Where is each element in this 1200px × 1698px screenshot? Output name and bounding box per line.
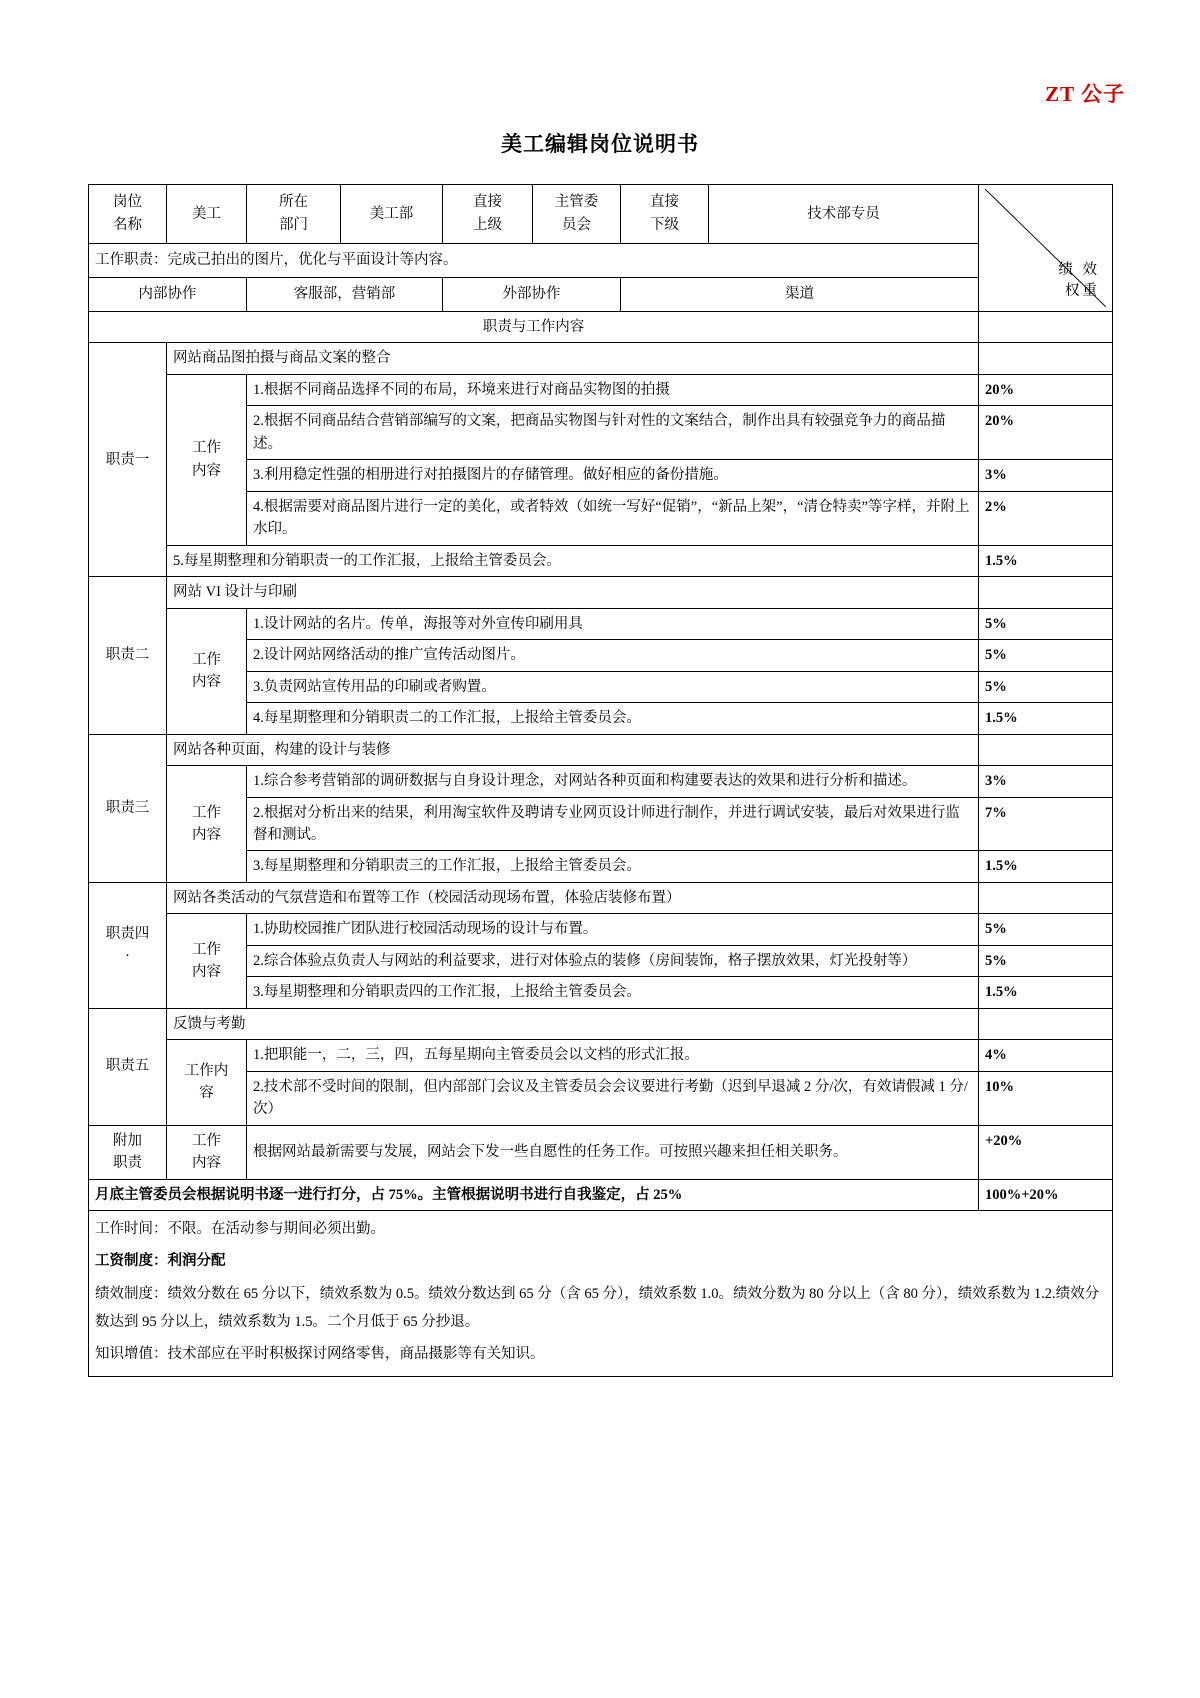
table-row-notes: [89, 1211, 1113, 1377]
job-description-table: [88, 184, 1113, 1377]
duty-heading-3: 网站各种页面，构建的设计与装修: [167, 734, 979, 765]
duty-heading-2-weight: [979, 577, 1113, 608]
duty-item-weight: 20%: [979, 406, 1113, 460]
duty-heading-5-weight: [979, 1008, 1113, 1039]
duty-item-weight: 3%: [979, 460, 1113, 491]
post-name-label-line2: 名称: [113, 216, 142, 233]
work-content-label-4: [167, 914, 247, 1008]
superior-value-line2: 员会: [562, 216, 591, 233]
duty-item-weight: 3%: [979, 766, 1113, 797]
duty-item-text: 1.根据不同商品选择不同的布局，环境来进行对商品实物图的拍摄: [247, 374, 979, 405]
work-content-label-4-line1: 工作: [192, 941, 221, 958]
duty-heading-4-weight: [979, 882, 1113, 913]
work-content-label-2: [167, 608, 247, 734]
extra-duty-work-label-line2: 内容: [192, 1155, 221, 1172]
extra-duty-weight: +20%: [979, 1125, 1113, 1179]
extra-duty-name-line2: 职责: [113, 1155, 142, 1172]
duty-name-5: 职责五: [89, 1008, 167, 1125]
watermark-label: ZT 公子: [1045, 82, 1125, 106]
department-value: 美工部: [341, 185, 443, 244]
table-row-duty4-heading: [89, 882, 1113, 913]
internal-collab-label: 内部协作: [89, 277, 247, 311]
table-row-total: [89, 1179, 1113, 1210]
work-content-label-3-line1: 工作: [192, 804, 221, 821]
duty-item-weight: 1.5%: [979, 851, 1113, 882]
subordinate-label-line2: 下级: [650, 216, 679, 233]
duty-item-text: 2.技术部不受时间的限制，但内部部门会议及主管委员会会议要进行考勤（迟到早退减 2 分/次，有效请假减 1 分/次）: [247, 1071, 979, 1125]
note-knowledge: 知识增值：技术部应在平时积极探讨网络零售，商品摄影等有关知识。: [95, 1346, 545, 1363]
duty-item-text: 4.每星期整理和分销职责二的工作汇报，上报给主管委员会。: [247, 703, 979, 734]
duty-item-text: 4.根据需要对商品图片进行一定的美化，或者特效（如统一写好“促销”，“新品上架”，“清仓特卖”等字样，并附上水印。: [247, 491, 979, 545]
duty-heading-2: 网站 VI 设计与印刷: [167, 577, 979, 608]
work-content-label-3-line2: 内容: [192, 826, 221, 843]
work-content-label-4-line2: 内容: [192, 964, 221, 981]
duty-item-weight: 5%: [979, 608, 1113, 639]
duty-item-text: 2.综合体验点负责人与网站的利益要求，进行对体验点的装修（房间装饰，格子摆放效果，灯光投射等）: [247, 945, 979, 976]
work-content-label-5-line2: 容: [199, 1085, 214, 1102]
subordinate-label-line1: 直接: [650, 194, 679, 211]
performance-weight-header: [979, 185, 1113, 312]
department-label: [247, 185, 341, 244]
internal-collab-value: 客服部，营销部: [247, 277, 443, 311]
duty-summary-text: 工作职责：完成己拍出的图片，优化与平面设计等内容。: [89, 243, 979, 277]
job-description-table-wrapper: [88, 184, 1112, 1377]
superior-label-line2: 上级: [473, 216, 502, 233]
note-salary: 工资制度：利润分配: [95, 1253, 226, 1270]
duty-name-2: 职责二: [89, 577, 167, 734]
duty-item-text: 3.每星期整理和分销职责三的工作汇报，上报给主管委员会。: [247, 851, 979, 882]
table-row-duty5-item1: [89, 1040, 1113, 1071]
duty-heading-1-weight: [979, 343, 1113, 374]
duty-item-weight: 5%: [979, 671, 1113, 702]
table-row-duty3-heading: [89, 734, 1113, 765]
duty-item-weight: 4%: [979, 1040, 1113, 1071]
duty-heading-5: 反馈与考勤: [167, 1008, 979, 1039]
duty-item-text: 1.综合参考营销部的调研数据与自身设计理念，对网站各种页面和构建要表达的效果和进行分析和描述。: [247, 766, 979, 797]
work-content-label-2-line2: 内容: [192, 674, 221, 691]
post-name-label-line1: 岗位: [113, 194, 142, 211]
notes-cell: [89, 1211, 1113, 1377]
duty-heading-3-weight: [979, 734, 1113, 765]
superior-label: [443, 185, 533, 244]
duty-item-text: 2.根据不同商品结合营销部编写的文案，把商品实物图与针对性的文案结合，制作出具有较强竞争力的商品描述。: [247, 406, 979, 460]
work-content-label-3: [167, 766, 247, 883]
duty-name-3: 职责三: [89, 734, 167, 882]
post-name-value: 美工: [167, 185, 247, 244]
extra-duty-work-label: [167, 1125, 247, 1179]
table-row-duty1-heading: [89, 343, 1113, 374]
duty-item-text: 2.根据对分析出来的结果，利用淘宝软件及聘请专业网页设计师进行制作，并进行调试安装，最后对效果进行监督和测试。: [247, 797, 979, 851]
table-row-duty1-item5: [89, 545, 1113, 576]
duty-item-text: 1.设计网站的名片。传单，海报等对外宣传印刷用具: [247, 608, 979, 639]
section-title: 职责与工作内容: [89, 312, 979, 343]
work-content-label-1-line1: 工作: [192, 440, 221, 457]
duty-item-weight: 5%: [979, 640, 1113, 671]
duty-name-4-line2: ·: [125, 948, 130, 965]
external-collab-value: 渠道: [621, 277, 979, 311]
work-content-label-2-line1: 工作: [192, 651, 221, 668]
duty-item-weight: 20%: [979, 374, 1113, 405]
superior-value-line1: 主管委: [554, 194, 599, 211]
table-row-duty2-heading: [89, 577, 1113, 608]
duty-heading-4: 网站各类活动的气氛营造和布置等工作（校园活动现场布置，体验店装修布置）: [167, 882, 979, 913]
duty-item-weight: 5%: [979, 914, 1113, 945]
duty-item-text: 3.每星期整理和分销职责四的工作汇报，上报给主管委员会。: [247, 977, 979, 1008]
superior-value: [533, 185, 621, 244]
section-title-weight-blank: [979, 312, 1113, 343]
extra-duty-text: 根据网站最新需要与发展，网站会下发一些自愿性的任务工作。可按照兴趣来担任相关职务。: [247, 1125, 979, 1179]
table-row-duty3-item1: [89, 766, 1113, 797]
duty-item-text: 3.负责网站宣传用品的印刷或者购置。: [247, 671, 979, 702]
page-title: 美工编辑岗位说明书: [501, 132, 699, 156]
duty-item-text: 1.协助校园推广团队进行校园活动现场的设计与布置。: [247, 914, 979, 945]
note-performance: 绩效制度：绩效分数在 65 分以下，绩效系数为 0.5。绩效分数达到 65 分（含 65 分），绩效系数 1.0。绩效分数为 80 分以上（含 80 分），绩效系数为 1.2.绩效分数达到 95 分以上，绩效系数为 1.5。二个月低于 65 分抄退。: [95, 1285, 1100, 1330]
table-row-section-title: [89, 312, 1113, 343]
work-content-label-5: [167, 1040, 247, 1125]
external-collab-label: 外部协作: [443, 277, 621, 311]
performance-weight-line2: 权重: [1065, 283, 1100, 300]
extra-duty-name-line1: 附加: [113, 1132, 142, 1149]
work-content-label-5-line1: 工作内: [184, 1062, 229, 1079]
duty-name-1: 职责一: [89, 343, 167, 577]
table-row-duty2-item1: [89, 608, 1113, 639]
duty-item-weight: 1.5%: [979, 703, 1113, 734]
duty-item-text: 5.每星期整理和分销职责一的工作汇报，上报给主管委员会。: [167, 545, 979, 576]
total-weight: 100%+20%: [979, 1179, 1113, 1210]
department-label-line1: 所在: [279, 194, 308, 211]
performance-weight-label: [1058, 260, 1100, 304]
department-label-line2: 部门: [279, 216, 308, 233]
post-name-label: [89, 185, 167, 244]
table-row-header: [89, 185, 1113, 244]
duty-item-weight: 1.5%: [979, 545, 1113, 576]
duty-name-4: [89, 882, 167, 1008]
extra-duty-work-label-line1: 工作: [192, 1132, 221, 1149]
duty-item-text: 1.把职能一，二，三，四，五每星期向主管委员会以文档的形式汇报。: [247, 1040, 979, 1071]
duty-item-weight: 2%: [979, 491, 1113, 545]
work-content-label-1: [167, 374, 247, 545]
extra-duty-name: [89, 1125, 167, 1179]
table-row-extra-duty: [89, 1125, 1113, 1179]
note-work-time: 工作时间：不限。在活动参与期间必须出勤。: [95, 1221, 385, 1238]
table-row-duty5-heading: [89, 1008, 1113, 1039]
superior-label-line1: 直接: [473, 194, 502, 211]
table-row-duty1-item1: [89, 374, 1113, 405]
work-content-label-1-line2: 内容: [192, 462, 221, 479]
duty-name-4-line1: 职责四: [105, 925, 150, 942]
table-row-duty4-item1: [89, 914, 1113, 945]
table-row-duty-summary: [89, 243, 1113, 277]
duty-item-weight: 1.5%: [979, 977, 1113, 1008]
subordinate-value: 技术部专员: [709, 185, 979, 244]
duty-item-text: 2.设计网站网络活动的推广宣传活动图片。: [247, 640, 979, 671]
duty-item-weight: 7%: [979, 797, 1113, 851]
total-description: 月底主管委员会根据说明书逐一进行打分，占 75%。主管根据说明书进行自我鉴定，占 25%: [89, 1179, 979, 1210]
duty-item-weight: 10%: [979, 1071, 1113, 1125]
duty-item-weight: 5%: [979, 945, 1113, 976]
duty-item-text: 3.利用稳定性强的相册进行对拍摄图片的存储管理。做好相应的备份措施。: [247, 460, 979, 491]
subordinate-label: [621, 185, 709, 244]
duty-heading-1: 网站商品图拍摄与商品文案的整合: [167, 343, 979, 374]
table-row-collaboration: [89, 277, 1113, 311]
performance-weight-line1: 绩 效: [1058, 261, 1100, 278]
